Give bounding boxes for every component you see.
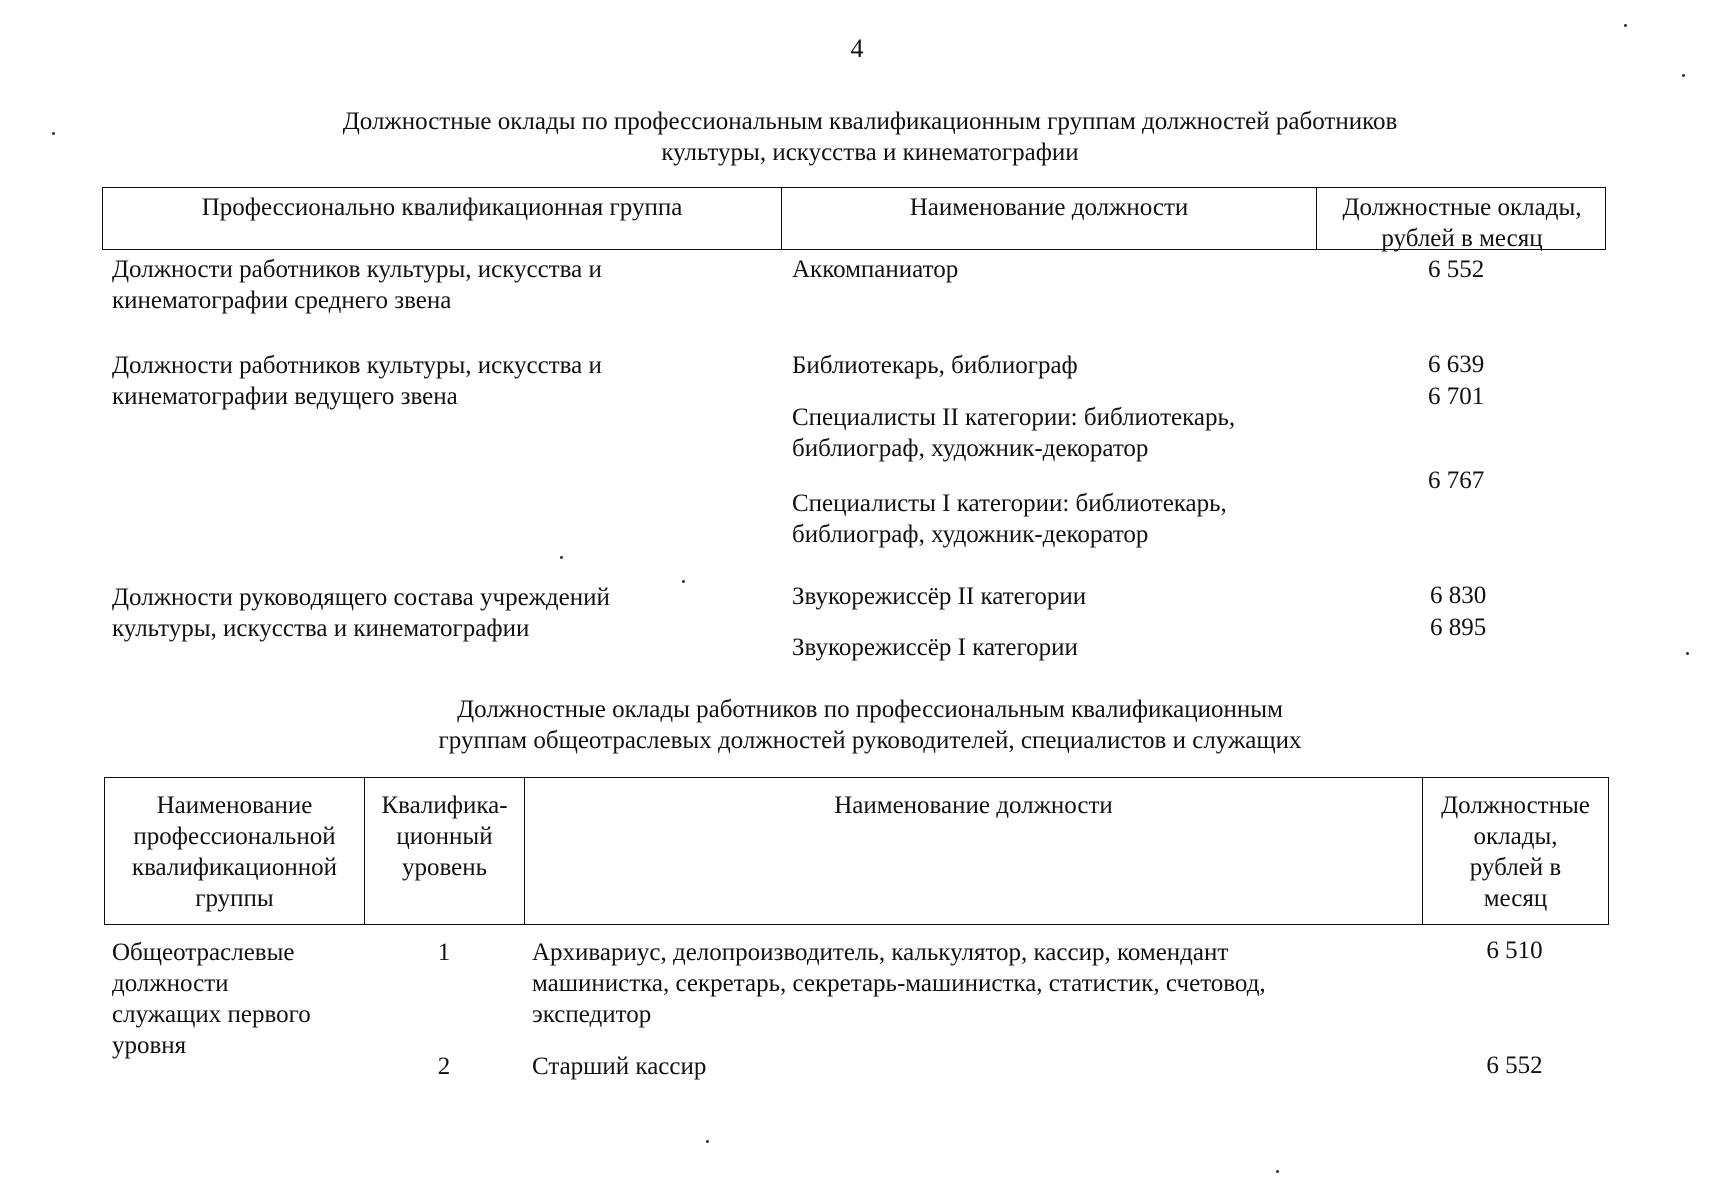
table2-row2-level: 2 [437, 1053, 451, 1080]
table1-row2-position2 [792, 402, 1235, 464]
scan-speck [1682, 74, 1685, 77]
table1-row2-position1: Библиотекарь, библиограф [792, 352, 1078, 379]
header-line: квалификационной [131, 854, 338, 881]
section1-title-line1: Должностные оклады по профессиональным квалификационным группам должностей работников [342, 108, 1398, 135]
table2-row2-salary: 6 552 [1486, 1052, 1543, 1079]
header-line: профессиональной [133, 823, 336, 850]
position-line: экспедитор [532, 1001, 652, 1028]
section1-title [200, 106, 1540, 168]
table1-row3-group [112, 582, 752, 644]
scan-speck [52, 132, 55, 135]
header-line: уровень [401, 854, 488, 881]
table1-row2-position3 [792, 488, 1227, 550]
page-number: 4 [850, 34, 864, 63]
header-line: ционный [396, 823, 493, 850]
group-line: Общеотраслевые [112, 939, 295, 966]
table1-row1-salary: 6 552 [1428, 256, 1485, 283]
table2-header-salary [1423, 778, 1608, 924]
scan-speck [682, 580, 685, 583]
table1-row2-salary2: 6 701 [1428, 383, 1485, 410]
table2-row2-position: Старший кассир [532, 1053, 707, 1080]
section2-title [200, 694, 1540, 756]
header-line: Квалифика- [381, 792, 508, 819]
scan-speck [1624, 24, 1627, 27]
table2-row1-salary: 6 510 [1486, 937, 1543, 964]
table1-row1-position: Аккомпаниатор [792, 256, 959, 283]
position-line: Архивариус, делопроизводитель, калькулятор, кассир, комендант [532, 939, 1229, 966]
group-line: служащих первого [112, 1001, 311, 1028]
header-line: оклады, [1473, 823, 1558, 850]
scan-speck [1276, 1170, 1279, 1173]
section2-title-line2: группам общеотраслевых должностей руководителей, специалистов и служащих [438, 727, 1302, 754]
header-line: месяц [1483, 885, 1548, 912]
group-line: культуры, искусства и кинематографии [112, 615, 530, 642]
table1-row3-salary1: 6 830 [1430, 582, 1487, 609]
table2-header-level [365, 778, 525, 924]
table2-header-group [105, 778, 365, 924]
table1-row2-salary1: 6 639 [1428, 351, 1485, 378]
table2-group [112, 937, 362, 1061]
table1-row1-group [112, 254, 752, 316]
table1-header-salary-line2: рублей в месяц [1381, 225, 1543, 252]
position-line: Специалисты II категории: библиотекарь, [792, 404, 1236, 431]
group-line: Должности работников культуры, искусства и [112, 256, 602, 283]
table1-header-salary-line1: Должностные оклады, [1342, 194, 1582, 221]
table1-header-salary [1317, 188, 1607, 252]
table1-header-position: Наименование должности [782, 188, 1317, 249]
table2-header [104, 777, 1609, 925]
position-line: машинистка, секретарь, секретарь-машинистка, статистик, счетовод, [532, 970, 1266, 997]
table1-row3-position1: Звукорежиссёр II категории [792, 583, 1087, 610]
table1-row3-position2: Звукорежиссёр I категории [792, 634, 1078, 661]
scan-speck [560, 556, 563, 559]
group-line: кинематографии ведущего звена [112, 383, 458, 410]
position-line: библиограф, художник-декоратор [792, 521, 1149, 548]
scan-speck [706, 1140, 709, 1143]
group-line: Должности руководящего состава учреждений [112, 584, 610, 611]
group-line: уровня [112, 1032, 187, 1059]
group-line: кинематографии среднего звена [112, 287, 452, 314]
position-line: Специалисты I категории: библиотекарь, [792, 490, 1227, 517]
header-line: Наименование [156, 792, 313, 819]
table2-header-position: Наименование должности [525, 778, 1423, 924]
group-line: Должности работников культуры, искусства и [112, 352, 602, 379]
table1-header [102, 187, 1606, 250]
section1-title-line2: культуры, искусства и кинематографии [661, 139, 1079, 166]
table1-row2-group [112, 350, 752, 412]
table1-row3-salary2: 6 895 [1430, 614, 1487, 641]
group-line: должности [112, 970, 229, 997]
position-line: библиограф, художник-декоратор [792, 435, 1149, 462]
header-line: группы [195, 885, 274, 912]
table2-row1-level: 1 [437, 939, 451, 966]
section2-title-line1: Должностные оклады работников по профессиональным квалификационным [457, 696, 1283, 723]
scan-speck [1686, 652, 1689, 655]
header-line: рублей в [1469, 854, 1562, 881]
table1-header-group: Профессионально квалификационная группа [103, 188, 782, 249]
header-line: Должностные [1441, 792, 1590, 819]
table1-row2-salary3: 6 767 [1428, 467, 1485, 494]
table2-row1-position [532, 937, 1392, 1030]
